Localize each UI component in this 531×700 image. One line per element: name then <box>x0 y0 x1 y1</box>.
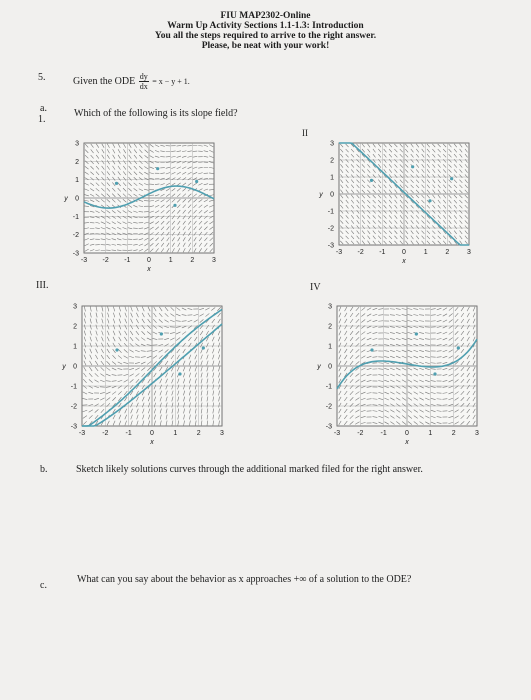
ode-dy: dy <box>139 72 148 81</box>
y-tick-label: -2 <box>325 403 332 411</box>
y-tick-label: -1 <box>325 383 332 391</box>
y-tick-label: 1 <box>75 177 79 185</box>
x-tick-label: 1 <box>423 249 428 256</box>
marked-point <box>370 348 373 351</box>
y-tick-label: -1 <box>72 213 79 221</box>
course-title: FIU MAP2302-Online <box>220 11 311 21</box>
y-tick-label: 2 <box>75 158 79 166</box>
x-tick-label: 3 <box>475 430 479 437</box>
part-a-letter: a. <box>40 103 47 114</box>
ode-dx: dx <box>139 82 148 91</box>
instructions-line-1: You all the steps required to arrive to the right answer. <box>154 31 377 41</box>
marked-point <box>428 199 431 202</box>
slope-field-plot-1[interactable] <box>60 135 220 275</box>
y-tick-label: 3 <box>73 303 77 311</box>
x-tick-label: 2 <box>196 430 201 437</box>
marked-point <box>195 180 198 183</box>
x-tick-label: 1 <box>173 430 178 437</box>
y-tick-label: -3 <box>70 423 77 431</box>
x-tick-label: 0 <box>405 430 409 437</box>
x-tick-label: -1 <box>125 430 132 437</box>
ode-derivative <box>139 72 149 91</box>
x-tick-label: 0 <box>150 430 154 437</box>
y-tick-label: -2 <box>327 225 334 233</box>
part-c-letter: c. <box>40 580 47 591</box>
marked-point <box>415 332 418 335</box>
marked-point <box>160 332 163 335</box>
plot-label-3: III. <box>36 280 49 291</box>
x-tick-label: 2 <box>445 249 450 256</box>
x-tick-label: -2 <box>102 257 109 264</box>
marked-point <box>457 346 460 349</box>
plot-label-2: II <box>302 128 308 138</box>
x-axis-label: x <box>405 439 409 446</box>
part-a-question: Which of the following is its slope field? <box>74 108 238 119</box>
y-tick-label: -1 <box>70 383 77 391</box>
x-tick-label: -3 <box>335 249 343 256</box>
y-tick-label: 1 <box>73 343 77 351</box>
marked-point <box>115 348 118 351</box>
marked-point <box>173 204 176 207</box>
marked-point <box>178 372 181 375</box>
y-tick-label: -3 <box>325 423 332 431</box>
y-axis-label: y <box>62 363 66 371</box>
x-tick-label: -1 <box>124 257 131 264</box>
x-tick-label: 2 <box>451 430 456 437</box>
y-tick-label: 3 <box>328 303 332 311</box>
marked-point <box>411 165 414 168</box>
slope-field-plot-2[interactable] <box>315 135 475 267</box>
part-a-subnumber: 1. <box>38 114 46 125</box>
y-tick-label: 2 <box>328 323 332 331</box>
y-tick-label: 0 <box>330 191 334 199</box>
x-tick-label: 3 <box>220 430 224 437</box>
x-tick-label: -3 <box>78 430 86 437</box>
y-tick-label: 3 <box>330 140 334 148</box>
y-axis-label: y <box>317 363 321 371</box>
y-tick-label: 0 <box>328 363 332 371</box>
y-tick-label: 1 <box>330 174 334 182</box>
marked-point <box>450 177 453 180</box>
y-tick-label: -2 <box>72 232 79 240</box>
y-tick-label: -3 <box>327 242 334 250</box>
y-tick-label: -3 <box>72 250 79 258</box>
ode-rhs: = x − y + 1. <box>152 76 190 86</box>
y-tick-label: 0 <box>75 195 79 203</box>
slope-field-plot-4[interactable] <box>313 298 483 448</box>
part-b-text: Sketch likely solutions curves through the additional marked filed for the right answer. <box>76 464 423 475</box>
activity-title: Warm Up Activity Sections 1.1-1.3: Introduction <box>167 21 364 31</box>
marked-point <box>370 179 373 182</box>
x-tick-label: 0 <box>402 249 406 256</box>
x-tick-label: 1 <box>168 257 173 264</box>
x-tick-label: -1 <box>380 430 387 437</box>
x-tick-label: 3 <box>212 257 216 264</box>
ode-statement <box>73 72 190 91</box>
x-tick-label: -3 <box>333 430 341 437</box>
part-b-letter: b. <box>40 464 48 475</box>
x-tick-label: 2 <box>190 257 195 264</box>
x-tick-label: 3 <box>467 249 471 256</box>
y-axis-label: y <box>64 195 68 203</box>
part-c-text: What can you say about the behavior as x approaches +∞ of a solution to the ODE? <box>77 574 412 585</box>
ode-prefix: Given the ODE <box>73 75 136 87</box>
x-tick-label: 1 <box>428 430 433 437</box>
x-axis-label: x <box>402 258 406 265</box>
marked-point <box>115 182 118 185</box>
x-tick-label: -2 <box>102 430 109 437</box>
x-tick-label: -1 <box>379 249 386 256</box>
instructions-line-2: Please, be neat with your work! <box>201 41 330 51</box>
y-tick-label: -1 <box>327 208 334 216</box>
problem-number: 5. <box>38 72 46 83</box>
x-axis-label: x <box>150 439 154 446</box>
y-tick-label: -2 <box>70 403 77 411</box>
y-tick-label: 2 <box>73 323 77 331</box>
y-tick-label: 3 <box>75 140 79 148</box>
marked-point <box>156 167 159 170</box>
y-tick-label: 2 <box>330 157 334 165</box>
y-axis-label: y <box>319 191 323 199</box>
plot-label-4: IV <box>310 282 321 293</box>
x-tick-label: -3 <box>80 257 88 264</box>
x-tick-label: -2 <box>357 430 364 437</box>
marked-point <box>202 346 205 349</box>
x-axis-label: x <box>147 266 151 273</box>
marked-point <box>433 372 436 375</box>
y-tick-label: 0 <box>73 363 77 371</box>
slope-field-plot-3[interactable] <box>58 298 228 448</box>
x-tick-label: -2 <box>357 249 364 256</box>
x-tick-label: 0 <box>147 257 151 264</box>
y-tick-label: 1 <box>328 343 332 351</box>
